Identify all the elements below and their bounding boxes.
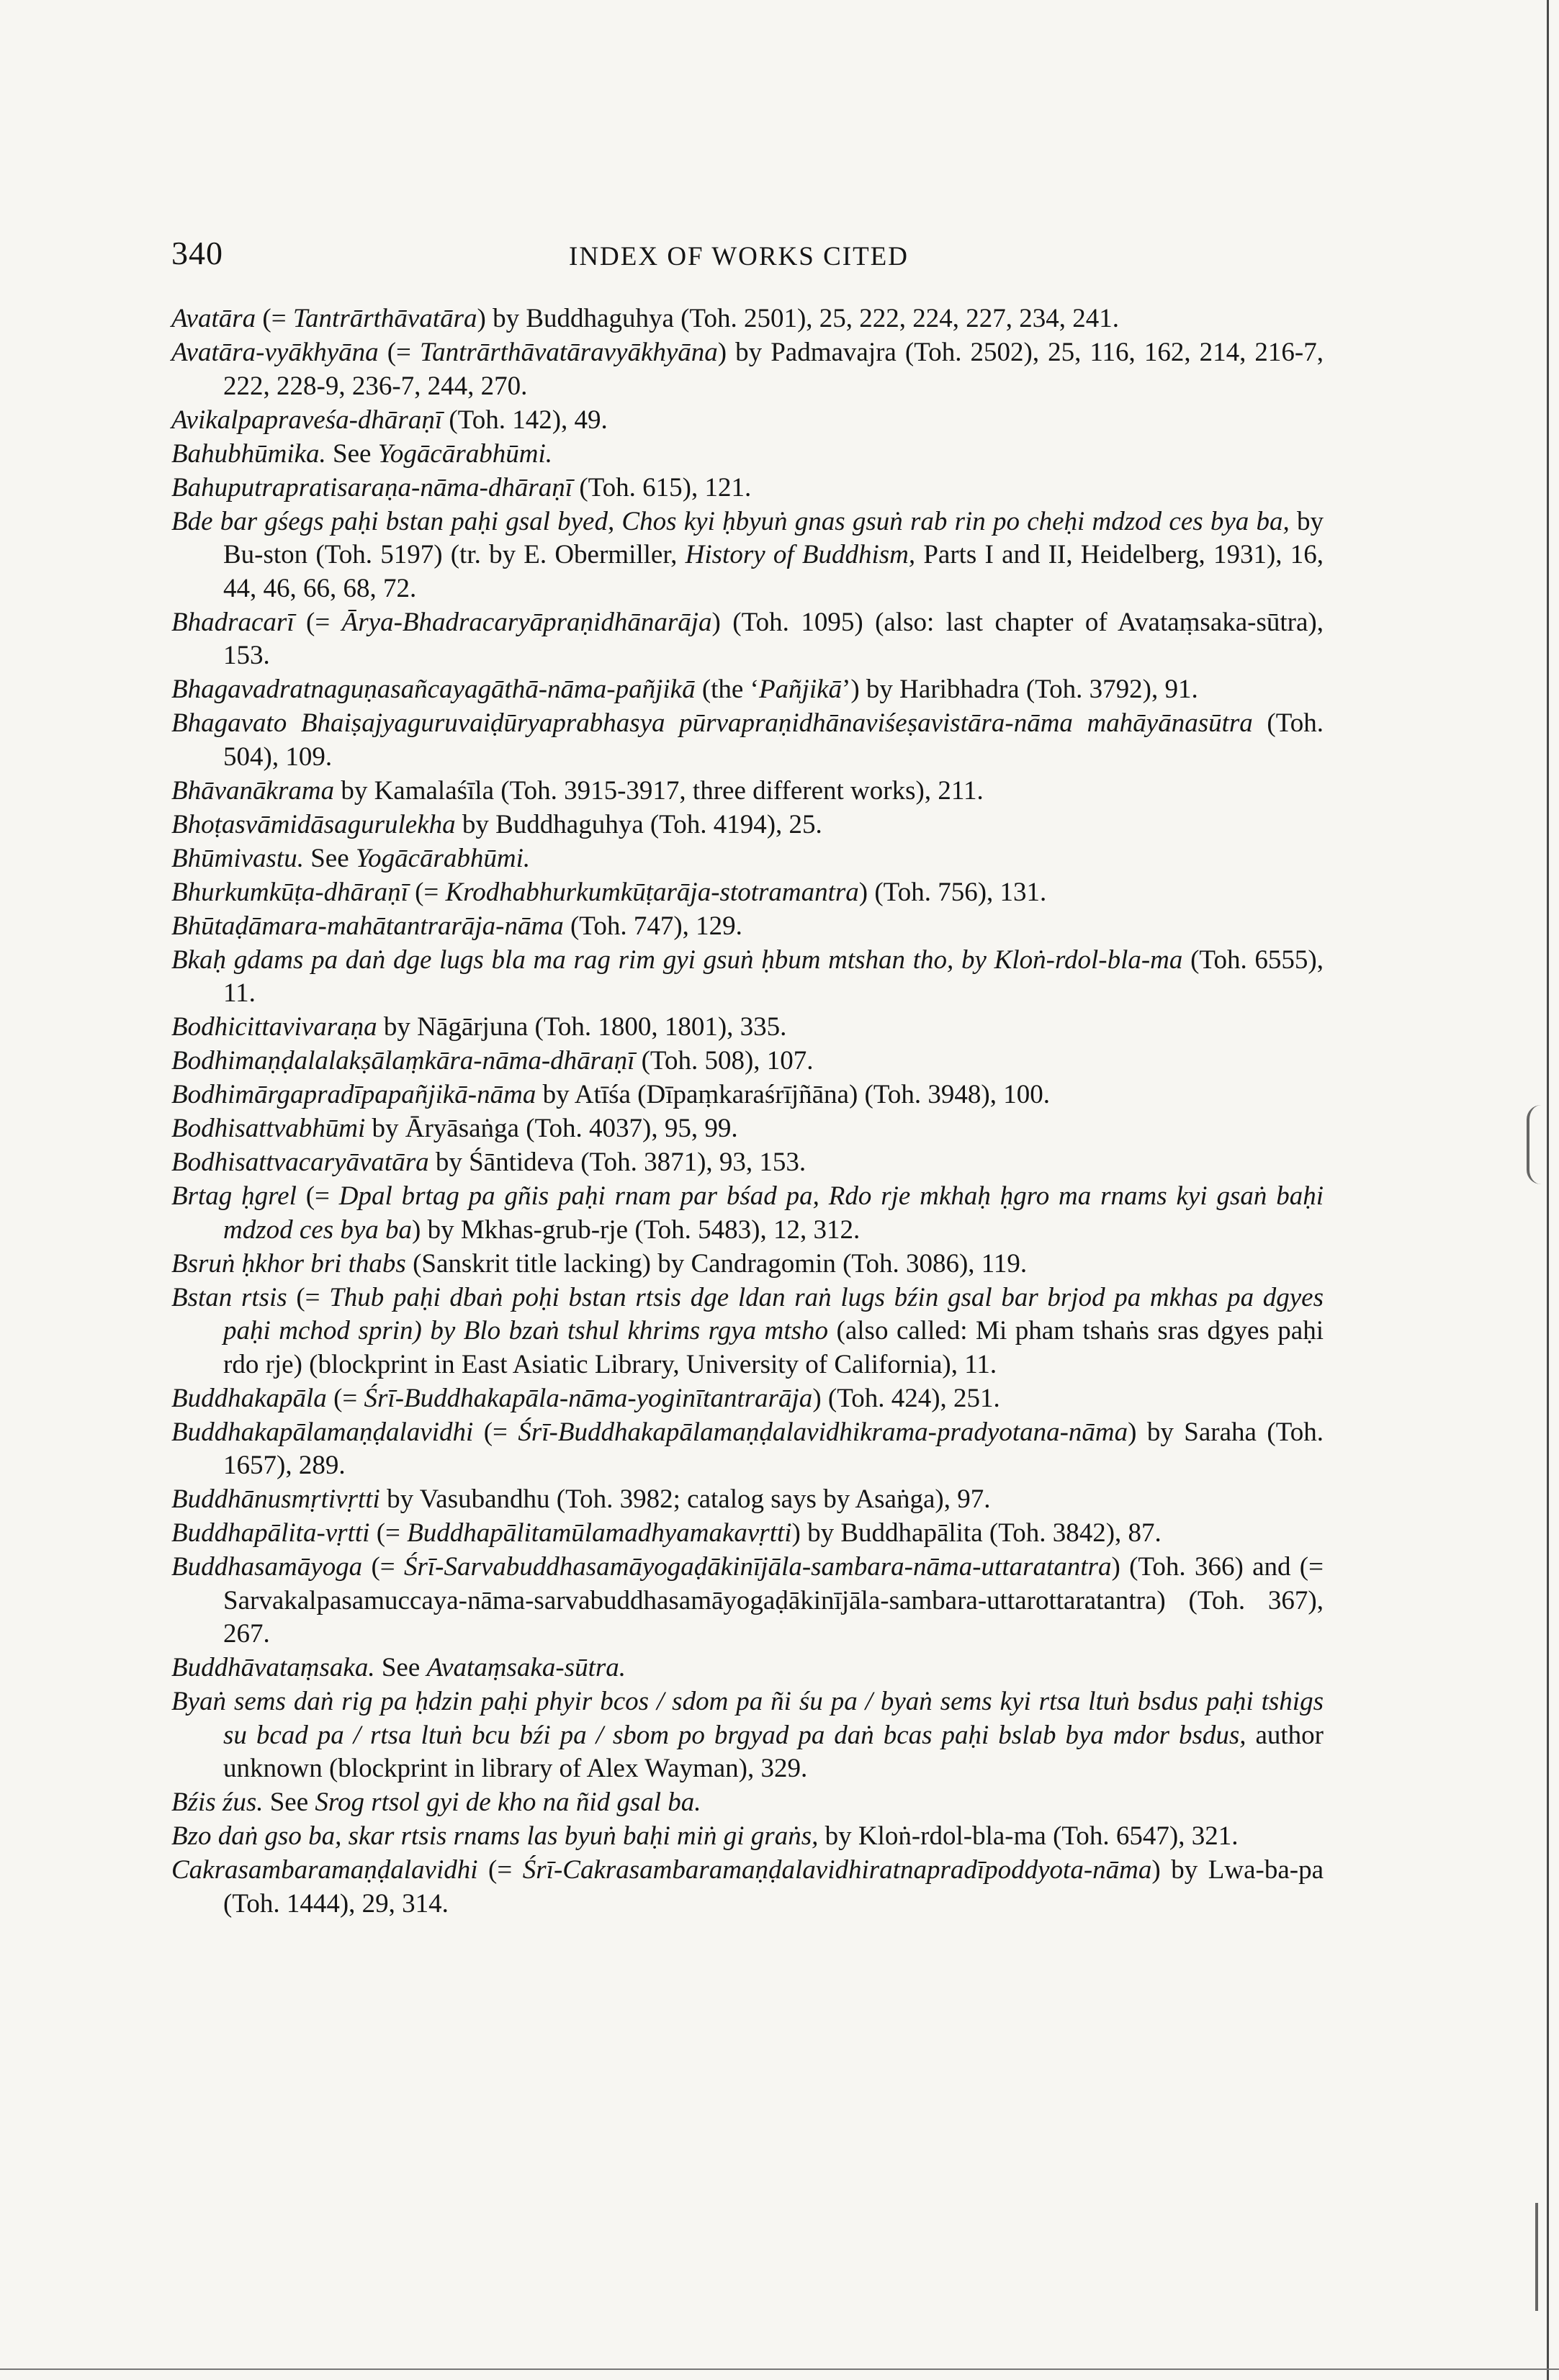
entry-title: Bzo daṅ gso ba, skar rtsis rnams las byuṅ baḥi miṅ gi graṅs, [171, 1821, 819, 1851]
entry-text: (Toh. 504), 109. [223, 708, 1324, 772]
entry-title: Bhāvanākrama [171, 775, 335, 806]
index-entry [171, 1045, 1324, 1078]
entry-title: Bstan rtsis [171, 1282, 287, 1312]
entry-title: Tantrārthāvatāravyākhyāna [419, 338, 718, 367]
index-entry [171, 673, 1324, 707]
entry-title: Brtag ḥgrel [171, 1181, 297, 1211]
entry-text: (= [369, 1518, 408, 1548]
entry-title: Yogācārabhūmi. [355, 843, 531, 873]
entry-title: Buddhakapālamaṇḍalavidhi [171, 1417, 474, 1447]
index-entry [171, 1011, 1324, 1045]
index-entry [171, 808, 1324, 842]
entry-text: (the ‘ [695, 675, 759, 704]
entry-title: Bhoṭasvāmidāsagurulekha [171, 809, 456, 839]
entry-title: Buddhānusmṛtivṛtti [171, 1484, 380, 1514]
entry-title: Śrī-Buddhakapālamaṇḍalavidhikrama-pradyotana-nāma [518, 1417, 1128, 1447]
entry-text: (= [294, 607, 342, 637]
entry-title: Thub paḥi dbaṅ poḥi bstan rtsis dge ldan raṅ lugs bźin gsal bar brjod pa mkhas pa dgyes paḥi mchod sprin) by Blo bzaṅ tshul khrims rgya mtsho [223, 1282, 1324, 1345]
entry-title: Yogācārabhūmi. [377, 438, 552, 469]
entry-title: Avataṃsaka-sūtra. [426, 1653, 626, 1682]
entry-title: Śrī-Sarvabuddhasamāyogaḍākinījāla-sambara-nāma-uttaratantra [403, 1552, 1112, 1582]
index-entry [171, 505, 1324, 606]
entry-title: Bodhimaṇḍalalakṣālaṃkāra-nāma-dhāraṇī [171, 1046, 635, 1076]
index-entry [171, 775, 1324, 808]
entry-title: Bhurkumkūṭa-dhāraṇī [171, 877, 408, 907]
entry-text: ) (Toh. 756), 131. [858, 877, 1047, 907]
entry-title: Bde bar gśegs paḥi bstan paḥi gsal byed, Chos kyi ḥbyuṅ gnas gsuṅ rab rin po cheḥi mdzod ces bya ba, [171, 506, 1290, 536]
entry-text: (= [362, 1552, 404, 1582]
entry-title: Bahuputrapratisaraṇa-nāma-dhāraṇī [171, 472, 573, 502]
entry-title: Bodhisattvabhūmi [171, 1114, 366, 1143]
entry-text: (= [477, 1855, 523, 1885]
entry-text: (= [326, 1383, 364, 1413]
index-entry [171, 1820, 1324, 1854]
page-edge-line [1547, 0, 1549, 2380]
index-entry [171, 1180, 1324, 1247]
entry-title: Buddhāvataṃsaka. [171, 1653, 375, 1682]
index-entry [171, 707, 1324, 774]
entry-text: (Toh. 142), 49. [442, 405, 608, 435]
index-entry [171, 1517, 1324, 1551]
running-title: INDEX OF WORKS CITED [569, 242, 909, 271]
index-entry [171, 1551, 1324, 1651]
index-entry [171, 1651, 1324, 1685]
entry-title: Pañjikā [758, 675, 843, 704]
index-entry [171, 1854, 1324, 1921]
entry-text: by Śāntideva (Toh. 3871), 93, 153. [428, 1148, 807, 1177]
entry-text: ) by Padmavajra (Toh. 2502), 25, 116, 162, 214, 216-7, 222, 228-9, 236-7, 244, 270. [223, 338, 1324, 401]
entry-title: Bodhimārgapradīpapañjikā-nāma [171, 1080, 536, 1109]
entry-text: ) by Lwa-ba-pa (Toh. 1444), 29, 314. [223, 1855, 1324, 1919]
entry-text: (= [378, 338, 420, 367]
index-entry [171, 1483, 1324, 1517]
entry-text: See [303, 843, 356, 873]
entry-text: ) by Saraha (Toh. 1657), 289. [223, 1417, 1324, 1480]
entry-text: (Toh. 508), 107. [634, 1046, 814, 1076]
entry-title: Bhūtaḍāmara-mahātantrarāja-nāma [171, 911, 564, 941]
index-entry [171, 336, 1324, 403]
entry-title: Bźis źus. [171, 1788, 264, 1817]
index-entry [171, 910, 1324, 944]
page-number: 340 [171, 235, 223, 271]
entry-title: Bodhicittavivaraṇa [171, 1012, 377, 1042]
entry-text: by Kamalaśīla (Toh. 3915-3917, three different works), 211. [334, 775, 984, 806]
index-entry [171, 1146, 1324, 1180]
entry-text: ) by Buddhapālita (Toh. 3842), 87. [791, 1518, 1162, 1548]
entry-text: See [325, 438, 378, 469]
entry-text: ) (Toh. 366) and (= Sarvakalpasamuccaya-nāma-sarvabuddhasamāyogaḍākinījāla-sambara-uttarottaratantra) (Toh. 367), 267. [223, 1552, 1324, 1649]
entry-text: by Buddhaguhya (Toh. 4194), 25. [455, 809, 822, 839]
entry-text: (Toh. 6555), 11. [223, 945, 1324, 1008]
index-entry [171, 876, 1324, 910]
entry-text: See [374, 1653, 427, 1682]
entry-text: author unknown (blockprint in library of Alex Wayman), 329. [223, 1720, 1324, 1783]
entry-text: by Atīśa (Dīpaṃkaraśrījñāna) (Toh. 3948), 100. [536, 1080, 1050, 1109]
entry-title: Bodhisattvacaryāvatāra [171, 1148, 429, 1177]
index-entry [171, 1078, 1324, 1112]
scan-bottom-rule [0, 2368, 1559, 2370]
entry-title: Bhūmivastu. [171, 843, 304, 873]
entry-text: ) by Buddhaguhya (Toh. 2501), 25, 222, 224, 227, 234, 241. [477, 304, 1120, 333]
index-entry [171, 1786, 1324, 1820]
entry-text: (= [408, 877, 446, 907]
entry-text: ) by Mkhas-grub-rje (Toh. 5483), 12, 312. [412, 1214, 861, 1245]
entry-text: (Toh. 747), 129. [563, 911, 742, 941]
index-entry [171, 1685, 1324, 1786]
entry-title: Avikalpapraveśa-dhāraṇī [171, 405, 443, 435]
entry-text: (also called: Mi pham tshaṅs sras dgyes paḥi rdo rje) (blockprint in East Asiatic Library, University of California), 11. [223, 1316, 1324, 1379]
index-entry [171, 472, 1324, 505]
entry-title: Śrī-Buddhakapāla-nāma-yoginītantrarāja [364, 1383, 813, 1413]
entry-text: (Toh. 615), 121. [572, 472, 752, 502]
page-edge-mark [1527, 1105, 1554, 1184]
entry-title: Buddhakapāla [171, 1383, 327, 1413]
index-entry [171, 1382, 1324, 1416]
entry-title: Bsruṅ ḥkhor bri thabs [171, 1248, 406, 1279]
entry-text: ’) by Haribhadra (Toh. 3792), 91. [842, 675, 1198, 704]
entry-text: ) (Toh. 1095) (also: last chapter of Avataṃsaka-sūtra), 153. [223, 607, 1324, 670]
entry-text: (= [473, 1417, 518, 1447]
entry-title: History of Buddhism, [685, 540, 916, 569]
entry-text: by Āryāsaṅga (Toh. 4037), 95, 99. [365, 1114, 738, 1143]
entry-title: Bhagavato Bhaiṣajyaguruvaiḍūryaprabhasya pūrvapraṇidhānaviśeṣavistāra-nāma mahāyānasūtra [171, 708, 1253, 738]
entry-title: Buddhapālita-vṛtti [171, 1518, 370, 1548]
page-header [171, 234, 1324, 277]
entry-title: Tantrārthāvatāra [292, 304, 477, 333]
entry-title: Byaṅ sems daṅ rig pa ḥdzin paḥi phyir bcos / sdom pa ñi śu pa / byaṅ sems kyi rtsa ltuṅ bsdus paḥi tshigs su bcad pa / rtsa ltuṅ bcu bźi pa / sbom po brgyad pa daṅ bcas paḥi bslab bya mdor bsdus, [171, 1687, 1324, 1750]
entry-text: by Bu-ston (Toh. 5197) (tr. by E. Obermiller, [223, 506, 1324, 569]
entry-title: Bahubhūmika. [171, 438, 326, 469]
index-entry [171, 1281, 1324, 1382]
entry-text: See [263, 1788, 315, 1817]
index-entry [171, 1416, 1324, 1483]
entry-text: (= [256, 304, 293, 333]
entry-title: Dpal brtag pa gñis paḥi rnam par bśad pa, Rdo rje mkhaḥ ḥgro ma rnams kyi gsaṅ baḥi mdzod ces bya ba [223, 1181, 1324, 1245]
index-entry [171, 1248, 1324, 1281]
entry-title: Śrī-Cakrasambaramaṇḍalavidhiratnapradīpoddyota-nāma [522, 1855, 1152, 1885]
entry-text: ) (Toh. 424), 251. [812, 1383, 1000, 1413]
page-edge-mark-lower [1535, 2203, 1551, 2311]
entry-title: Srog rtsol gyi de kho na ñid gsal ba. [315, 1788, 701, 1817]
index-entry [171, 404, 1324, 438]
index-entry [171, 438, 1324, 472]
index-entry [171, 1112, 1324, 1146]
entry-text: by Kloṅ-rdol-bla-ma (Toh. 6547), 321. [818, 1821, 1239, 1851]
index-entry [171, 842, 1324, 876]
entry-title: Ārya-Bhadracaryāpraṇidhānarāja [341, 607, 712, 637]
entry-title: Buddhasamāyoga [171, 1552, 363, 1582]
entry-title: Avatāra-vyākhyāna [171, 338, 379, 367]
entry-title: Cakrasambaramaṇḍalavidhi [171, 1855, 478, 1885]
entry-title: Bhadracarī [171, 607, 295, 637]
index-entry [171, 606, 1324, 673]
entry-text: Parts I and II, Heidelberg, 1931), 16, 44, 46, 66, 68, 72. [223, 540, 1324, 603]
entry-text: by Vasubandhu (Toh. 3982; catalog says by Asaṅga), 97. [379, 1484, 991, 1514]
index-entry [171, 302, 1324, 336]
index-entry [171, 944, 1324, 1011]
index-entries [171, 302, 1324, 1921]
entry-text: (Sanskrit title lacking) by Candragomin (Toh. 3086), 119. [405, 1248, 1028, 1279]
entry-title: Krodhabhurkumkūṭarāja-stotramantra [445, 877, 859, 907]
entry-title: Bhagavadratnaguṇasañcayagāthā-nāma-pañjikā [171, 675, 696, 704]
entry-text: (= [296, 1181, 339, 1211]
entry-title: Buddhapālitamūlamadhyamakavṛtti [407, 1518, 792, 1548]
entry-title: Bkaḥ gdams pa daṅ dge lugs bla ma rag rim gyi gsuṅ ḥbum mtshan tho, by Kloṅ-rdol-bla-ma [171, 945, 1183, 975]
entry-text: by Nāgārjuna (Toh. 1800, 1801), 335. [377, 1012, 787, 1042]
entry-text: (= [287, 1282, 330, 1312]
entry-title: Avatāra [171, 304, 256, 333]
